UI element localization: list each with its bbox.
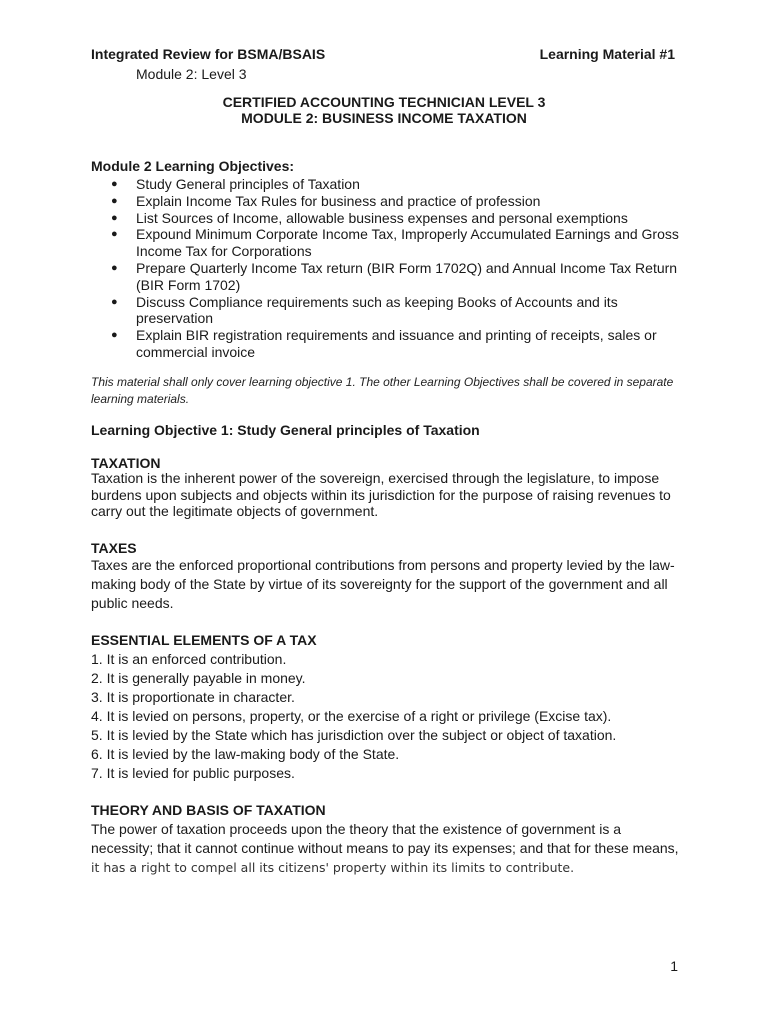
- taxation-heading: TAXATION: [91, 455, 161, 471]
- list-item: [91, 226, 691, 260]
- taxes-heading: TAXES: [91, 540, 137, 556]
- list-item: [91, 294, 691, 328]
- theory-text: [91, 820, 681, 877]
- bullet-icon: ●: [111, 211, 118, 224]
- objective-text: Expound Minimum Corporate Income Tax, Improperly Accumulated Earnings and Gross Income Tax for Corporations: [136, 226, 679, 260]
- bullet-icon: ●: [111, 261, 118, 274]
- elements-list: [91, 650, 616, 783]
- objective-text: Discuss Compliance requirements such as keeping Books of Accounts and its preservation: [136, 293, 618, 327]
- header-module-level: Module 2: Level 3: [136, 66, 247, 82]
- list-item: [91, 210, 691, 227]
- list-item: 5. It is levied by the State which has jurisdiction over the subject or object of taxation.: [91, 727, 617, 743]
- theory-text-continued: it has a right to compel all its citizens' property within its limits to contribute.: [91, 860, 575, 875]
- objective-text: Explain Income Tax Rules for business and practice of profession: [136, 192, 541, 209]
- list-item: [91, 327, 691, 361]
- bullet-icon: ●: [111, 194, 118, 207]
- document-title: CERTIFIED ACCOUNTING TECHNICIAN LEVEL 3: [222, 94, 546, 110]
- header-course-title: Integrated Review for BSMA/BSAIS: [91, 46, 326, 62]
- list-item: 1. It is an enforced contribution.: [91, 651, 287, 667]
- header-material-number: Learning Material #1: [539, 46, 675, 62]
- list-item: [91, 260, 691, 294]
- elements-heading: ESSENTIAL ELEMENTS OF A TAX: [91, 632, 317, 648]
- list-item: 2. It is generally payable in money.: [91, 670, 306, 686]
- bullet-icon: ●: [111, 178, 118, 190]
- taxation-definition: Taxation is the inherent power of the sovereign, exercised through the legislature, to impose burdens upon subjects and objects within its jurisdiction for the purpose of raising revenues to carry out the legitimate objects of government.: [91, 470, 671, 519]
- bullet-icon: ●: [111, 329, 118, 342]
- list-item: 3. It is proportionate in character.: [91, 689, 295, 705]
- objective-text: Explain BIR registration requirements and issuance and printing of receipts, sales or commercial invoice: [136, 327, 657, 360]
- document-subtitle: MODULE 2: BUSINESS INCOME TAXATION: [241, 110, 527, 126]
- list-item: 7. It is levied for public purposes.: [91, 765, 295, 781]
- theory-text-main: The power of taxation proceeds upon the theory that the existence of government is a necessity; that it cannot continue without means to pay its expenses; and that for these means,: [91, 821, 679, 856]
- scope-note: This material shall only cover learning objective 1. The other Learning Objectives shall be covered in separate learning materials.: [91, 375, 674, 406]
- list-item: [91, 176, 691, 193]
- page-number: 1: [670, 958, 678, 974]
- bullet-icon: ●: [111, 228, 118, 241]
- taxes-definition: Taxes are the enforced proportional contributions from persons and property levied by the law-making body of the State by virtue of its sovereignty for the support of the government and all public needs.: [91, 557, 675, 611]
- list-item: 6. It is levied by the law-making body of the State.: [91, 746, 400, 762]
- lo1-heading: Learning Objective 1: Study General principles of Taxation: [91, 422, 480, 438]
- objective-text: Prepare Quarterly Income Tax return (BIR Form 1702Q) and Annual Income Tax Return (BIR Form 1702): [136, 259, 678, 293]
- list-item: 4. It is levied on persons, property, or the exercise of a right or privilege (Excise tax).: [91, 708, 612, 724]
- theory-heading: THEORY AND BASIS OF TAXATION: [91, 802, 326, 818]
- list-item: [91, 193, 691, 210]
- objective-text: Study General principles of Taxation: [136, 176, 360, 192]
- objectives-list: [91, 176, 691, 361]
- objective-text: List Sources of Income, allowable business expenses and personal exemptions: [136, 209, 628, 226]
- objectives-heading: Module 2 Learning Objectives:: [91, 158, 295, 174]
- bullet-icon: ●: [111, 295, 118, 308]
